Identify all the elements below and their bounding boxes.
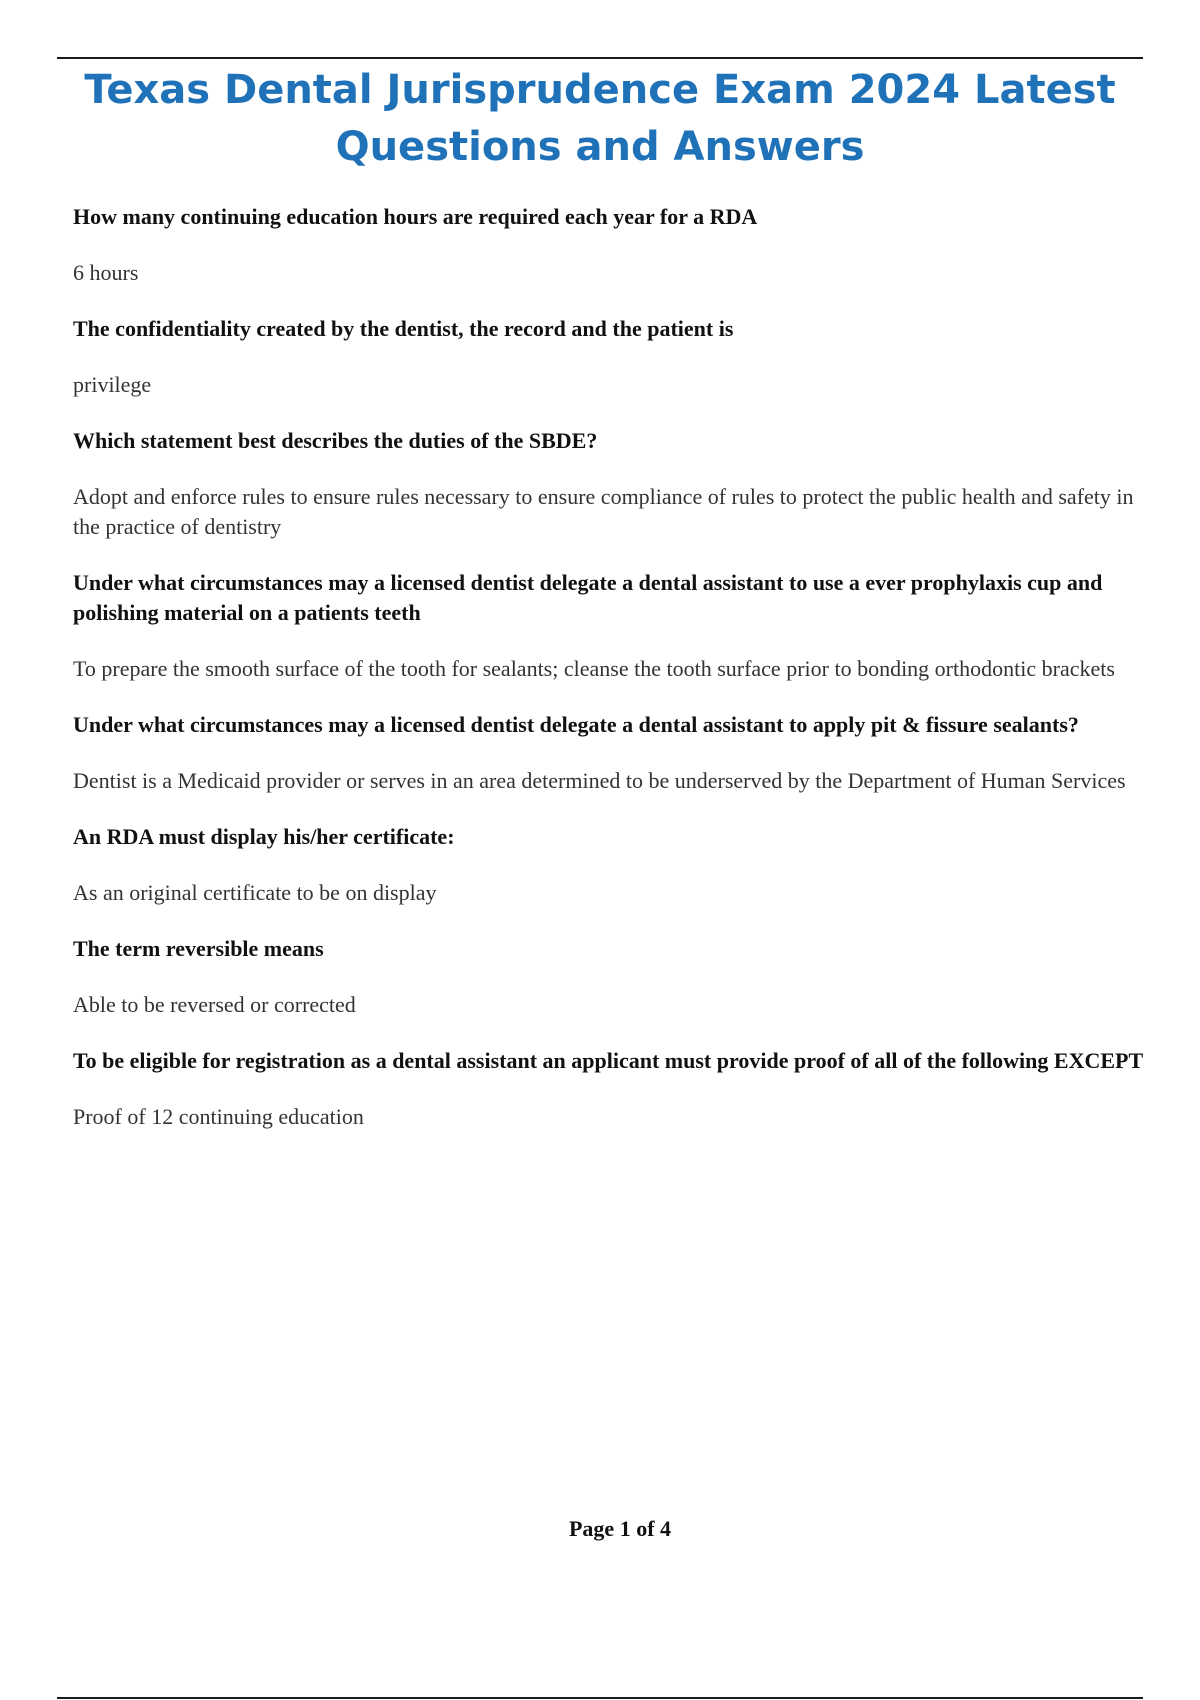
question-2: The confidentiality created by the dentist, the record and the patient is	[73, 316, 734, 341]
question-4: Under what circumstances may a licensed dentist delegate a dental assistant to use a ever prophylaxis cup and polishing material on a patients teeth	[73, 570, 1103, 625]
answer-8: Proof of 12 continuing education	[73, 1104, 364, 1129]
question-3: Which statement best describes the duties of the SBDE?	[73, 428, 598, 453]
question-6: An RDA must display his/her certificate:	[73, 824, 455, 849]
question-8: To be eligible for registration as a dental assistant an applicant must provide proof of all of the following EXCEPT	[73, 1048, 1144, 1073]
question-1: How many continuing education hours are required each year for a RDA	[73, 204, 758, 229]
question-5: Under what circumstances may a licensed dentist delegate a dental assistant to apply pit & fissure sealants?	[73, 712, 1079, 737]
answer-6: As an original certificate to be on display	[73, 880, 437, 905]
answer-2: privilege	[73, 372, 152, 397]
qa-list	[73, 202, 1163, 1158]
page-number: Page 1 of 4	[568, 1516, 672, 1541]
bottom-rule	[57, 1697, 1143, 1699]
document-title: Texas Dental Jurisprudence Exam 2024 Latest Questions and Answers	[84, 67, 1116, 170]
question-7: The term reversible means	[73, 936, 324, 961]
top-rule	[57, 57, 1143, 59]
answer-3: Adopt and enforce rules to ensure rules necessary to ensure compliance of rules to protect the public health and safety in the practice of dentistry	[73, 484, 1134, 539]
answer-7: Able to be reversed or corrected	[73, 992, 356, 1017]
answer-5: Dentist is a Medicaid provider or serves in an area determined to be underserved by the Department of Human Services	[73, 768, 1126, 793]
answer-4: To prepare the smooth surface of the tooth for sealants; cleanse the tooth surface prior to bonding orthodontic brackets	[73, 656, 1115, 681]
answer-1: 6 hours	[73, 260, 139, 285]
